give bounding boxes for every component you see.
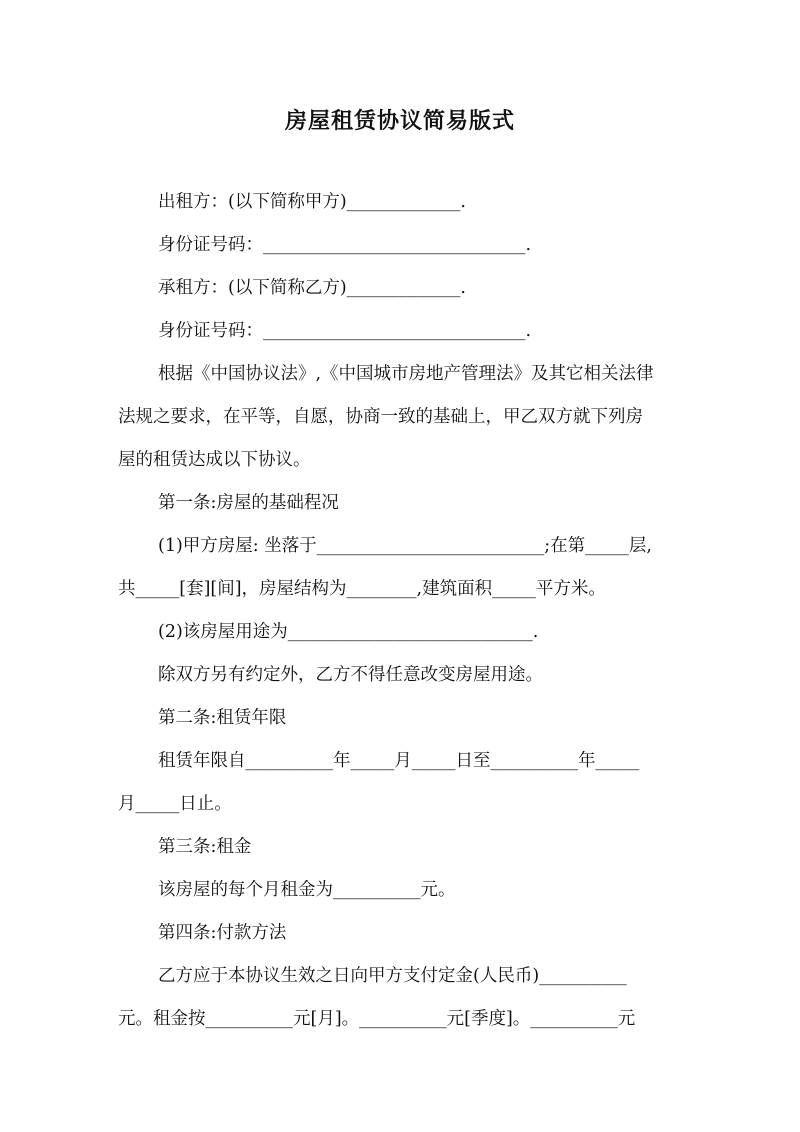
article-1-clause-2: (2)该房屋用途为____________________________. bbox=[158, 622, 539, 642]
article-1-heading: 第一条:房屋的基础程况 bbox=[158, 493, 339, 513]
article-3-rent-line: 该房屋的每个月租金为__________元。 bbox=[158, 880, 456, 900]
preamble-line-2: 法规之要求，在平等，自愿，协商一致的基础上，甲乙双方就下列房 bbox=[118, 407, 643, 427]
article-4-heading: 第四条:付款方法 bbox=[158, 923, 287, 943]
article-3-heading: 第三条:租金 bbox=[158, 837, 252, 857]
article-4-payment-line-1: 乙方应于本协议生效之日向甲方支付定金(人民币)__________ bbox=[158, 966, 627, 986]
preamble-line-3: 屋的租赁达成以下协议。 bbox=[118, 450, 311, 470]
document-title: 房屋租赁协议简易版式 bbox=[284, 108, 515, 134]
article-2-heading: 第二条:租赁年限 bbox=[158, 708, 287, 728]
lessee-line: 承租方：(以下简称乙方)_____________. bbox=[158, 278, 466, 298]
lessor-id-line: 身份证号码：______________________________. bbox=[158, 235, 532, 255]
preamble-line-1: 根据《中国协议法》,《中国城市房地产管理法》及其它相关法律 bbox=[158, 364, 654, 384]
lessor-line: 出租方：(以下简称甲方)_____________. bbox=[158, 192, 466, 212]
article-1-clause-1-line-1: (1)甲方房屋: 坐落于__________________________;在第_____层, bbox=[158, 536, 652, 556]
article-2-term-line-1: 租赁年限自__________年_____月_____日至__________年_____ bbox=[158, 751, 640, 771]
lessee-id-line: 身份证号码：______________________________. bbox=[158, 321, 532, 341]
article-4-payment-line-2: 元。租金按__________元[月]。__________元[季度]。__________元 bbox=[118, 1009, 636, 1029]
article-2-term-line-2: 月_____日止。 bbox=[118, 794, 232, 814]
article-1-usage-note: 除双方另有约定外，乙方不得任意改变房屋用途。 bbox=[158, 665, 543, 685]
article-1-clause-1-line-2: 共_____[套][间]，房屋结构为________,建筑面积_____平方米。 bbox=[118, 579, 606, 599]
